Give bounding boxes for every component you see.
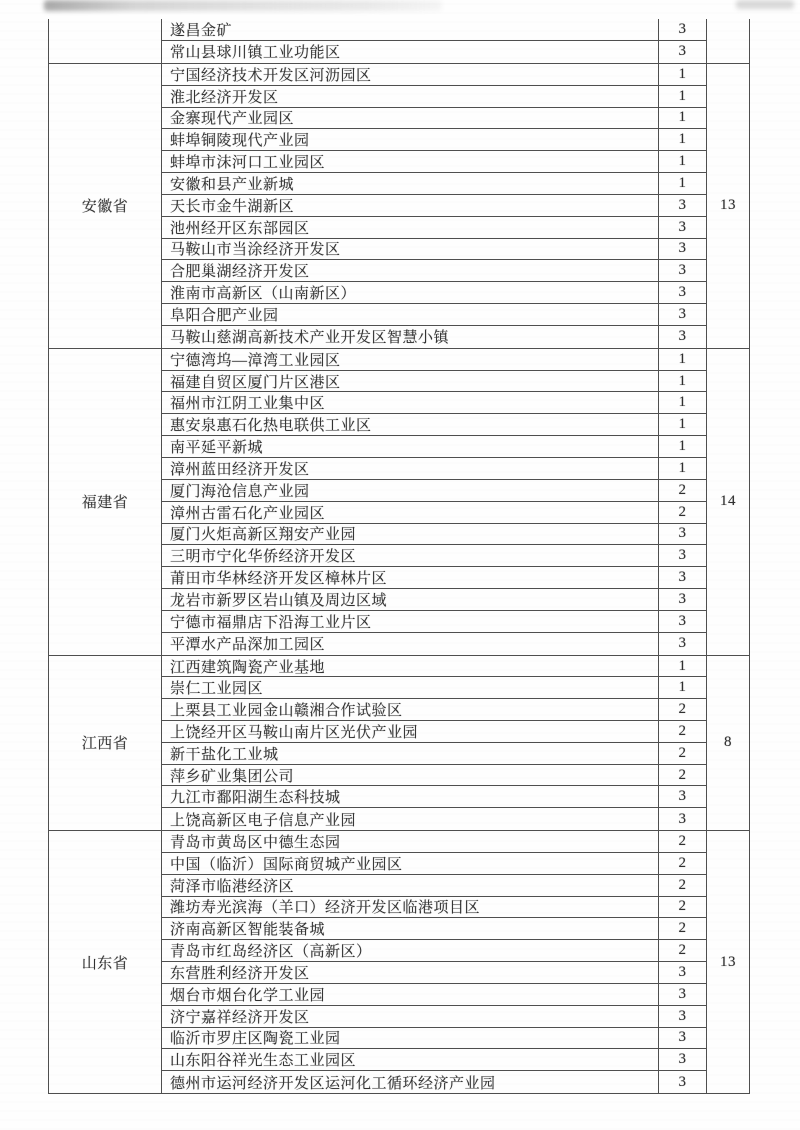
province-total: 14 bbox=[706, 349, 749, 655]
park-name: 厦门海沧信息产业园 bbox=[161, 480, 658, 502]
park-name: 遂昌金矿 bbox=[161, 19, 658, 41]
park-name: 潍坊寿光滨海（羊口）经济开发区临港项目区 bbox=[161, 897, 658, 919]
province-section bbox=[49, 19, 749, 63]
province-total: 13 bbox=[706, 64, 749, 348]
park-name: 天长市金牛湖新区 bbox=[161, 195, 658, 217]
park-name: 池州经开区东部园区 bbox=[161, 217, 658, 239]
park-name: 东营胜利经济开发区 bbox=[161, 962, 658, 984]
park-name: 崇仁工业园区 bbox=[161, 677, 658, 699]
score-value: 3 bbox=[658, 282, 706, 304]
province-section bbox=[49, 830, 749, 1093]
scan-artifact-top-right bbox=[736, 0, 794, 9]
score-value: 1 bbox=[658, 392, 706, 414]
score-value: 3 bbox=[658, 1071, 706, 1093]
score-value: 1 bbox=[658, 108, 706, 130]
score-value: 3 bbox=[658, 304, 706, 326]
score-value: 1 bbox=[658, 656, 706, 678]
score-value: 3 bbox=[658, 545, 706, 567]
score-value: 2 bbox=[658, 502, 706, 524]
province-label bbox=[49, 19, 161, 63]
score-value: 2 bbox=[658, 853, 706, 875]
score-value: 1 bbox=[658, 436, 706, 458]
score-value: 2 bbox=[658, 897, 706, 919]
park-name: 新干盐化工业城 bbox=[161, 743, 658, 765]
park-name: 中国（临沂）国际商贸城产业园区 bbox=[161, 853, 658, 875]
park-name: 青岛市黄岛区中德生态园 bbox=[161, 831, 658, 853]
score-value: 2 bbox=[658, 699, 706, 721]
score-value: 3 bbox=[658, 567, 706, 589]
score-value: 1 bbox=[658, 349, 706, 371]
park-name: 平潭水产品深加工园区 bbox=[161, 633, 658, 655]
score-value: 2 bbox=[658, 743, 706, 765]
score-value: 3 bbox=[658, 962, 706, 984]
score-value: 2 bbox=[658, 918, 706, 940]
score-value: 3 bbox=[658, 41, 706, 63]
score-value: 2 bbox=[658, 765, 706, 787]
score-value: 2 bbox=[658, 940, 706, 962]
park-name: 蚌埠铜陵现代产业园 bbox=[161, 129, 658, 151]
park-name: 德州市运河经济开发区运河化工循环经济产业园 bbox=[161, 1071, 658, 1093]
score-value: 3 bbox=[658, 1006, 706, 1028]
score-value: 3 bbox=[658, 984, 706, 1006]
province-total: 13 bbox=[706, 831, 749, 1093]
park-name: 合肥巢湖经济开发区 bbox=[161, 260, 658, 282]
score-value: 2 bbox=[658, 721, 706, 743]
park-name: 山东阳谷祥光生态工业园区 bbox=[161, 1049, 658, 1071]
park-name: 江西建筑陶瓷产业基地 bbox=[161, 656, 658, 678]
park-name: 福建自贸区厦门片区港区 bbox=[161, 371, 658, 393]
score-value: 3 bbox=[658, 239, 706, 261]
province-total bbox=[706, 19, 749, 63]
park-name: 南平延平新城 bbox=[161, 436, 658, 458]
park-name: 宁德湾坞—漳湾工业园区 bbox=[161, 349, 658, 371]
province-section bbox=[49, 655, 749, 830]
park-name: 马鞍山市当涂经济开发区 bbox=[161, 239, 658, 261]
score-value: 1 bbox=[658, 371, 706, 393]
park-name: 漳州蓝田经济开发区 bbox=[161, 458, 658, 480]
score-value: 2 bbox=[658, 875, 706, 897]
park-name: 惠安泉惠石化热电联供工业区 bbox=[161, 414, 658, 436]
score-value: 3 bbox=[658, 195, 706, 217]
park-name: 莆田市华林经济开发区樟林片区 bbox=[161, 567, 658, 589]
park-name: 上饶高新区电子信息产业园 bbox=[161, 808, 658, 830]
park-name: 烟台市烟台化学工业园 bbox=[161, 984, 658, 1006]
province-label: 安徽省 bbox=[81, 199, 129, 216]
park-name: 临沂市罗庄区陶瓷工业园 bbox=[161, 1028, 658, 1050]
score-value: 3 bbox=[658, 524, 706, 546]
score-value: 1 bbox=[658, 86, 706, 108]
park-name: 宁德市福鼎店下沿海工业片区 bbox=[161, 611, 658, 633]
score-value: 1 bbox=[658, 64, 706, 86]
score-value: 3 bbox=[658, 611, 706, 633]
park-name: 萍乡矿业集团公司 bbox=[161, 765, 658, 787]
park-name: 淮北经济开发区 bbox=[161, 86, 658, 108]
score-value: 3 bbox=[658, 633, 706, 655]
park-name: 济南高新区智能装备城 bbox=[161, 918, 658, 940]
province-label: 福建省 bbox=[81, 495, 129, 512]
score-value: 2 bbox=[658, 480, 706, 502]
score-value: 1 bbox=[658, 677, 706, 699]
park-name: 厦门火炬高新区翔安产业园 bbox=[161, 524, 658, 546]
score-value: 2 bbox=[658, 831, 706, 853]
score-value: 3 bbox=[658, 808, 706, 830]
score-value: 1 bbox=[658, 173, 706, 195]
score-value: 1 bbox=[658, 129, 706, 151]
park-name: 龙岩市新罗区岩山镇及周边区域 bbox=[161, 589, 658, 611]
park-name: 金寨现代产业园区 bbox=[161, 108, 658, 130]
park-name: 菏泽市临港经济区 bbox=[161, 875, 658, 897]
score-value: 1 bbox=[658, 414, 706, 436]
park-name: 青岛市红岛经济区（高新区） bbox=[161, 940, 658, 962]
park-name: 常山县球川镇工业功能区 bbox=[161, 41, 658, 63]
score-value: 3 bbox=[658, 1049, 706, 1071]
park-name: 上饶经开区马鞍山南片区光伏产业园 bbox=[161, 721, 658, 743]
province-section bbox=[49, 348, 749, 655]
province-label: 江西省 bbox=[81, 736, 129, 753]
province-section bbox=[49, 63, 749, 348]
score-value: 3 bbox=[658, 217, 706, 239]
park-name: 宁国经济技术开发区河沥园区 bbox=[161, 64, 658, 86]
score-value: 1 bbox=[658, 151, 706, 173]
park-name: 福州市江阴工业集中区 bbox=[161, 392, 658, 414]
park-name: 安徽和县产业新城 bbox=[161, 173, 658, 195]
park-name: 九江市鄱阳湖生态科技城 bbox=[161, 786, 658, 808]
park-name: 阜阳合肥产业园 bbox=[161, 304, 658, 326]
score-value: 3 bbox=[658, 1028, 706, 1050]
park-name: 马鞍山慈湖高新技术产业开发区智慧小镇 bbox=[161, 326, 658, 348]
park-name: 济宁嘉祥经济开发区 bbox=[161, 1006, 658, 1028]
score-value: 3 bbox=[658, 326, 706, 348]
park-name: 漳州古雷石化产业园区 bbox=[161, 502, 658, 524]
score-value: 3 bbox=[658, 260, 706, 282]
province-total: 8 bbox=[706, 656, 749, 830]
province-label: 山东省 bbox=[81, 955, 129, 972]
score-value: 3 bbox=[658, 19, 706, 41]
park-name: 淮南市高新区（山南新区） bbox=[161, 282, 658, 304]
scan-artifact-top-left bbox=[44, 0, 442, 11]
scan-table bbox=[48, 19, 750, 1094]
park-name: 上栗县工业园金山赣湘合作试验区 bbox=[161, 699, 658, 721]
score-value: 3 bbox=[658, 786, 706, 808]
score-value: 1 bbox=[658, 458, 706, 480]
park-name: 三明市宁化华侨经济开发区 bbox=[161, 545, 658, 567]
score-value: 3 bbox=[658, 589, 706, 611]
park-name: 蚌埠市沫河口工业园区 bbox=[161, 151, 658, 173]
